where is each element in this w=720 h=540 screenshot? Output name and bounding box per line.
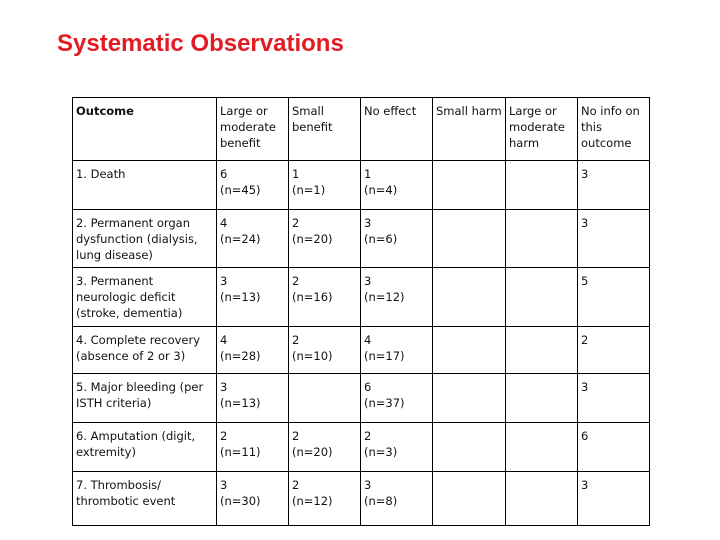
sample-size: (n=30) xyxy=(220,494,261,508)
sample-size: (n=13) xyxy=(220,290,261,304)
sample-size: (n=45) xyxy=(220,183,261,197)
large-benefit-cell xyxy=(217,161,289,210)
study-count: 4 xyxy=(220,333,228,347)
sample-size: (n=20) xyxy=(292,232,333,246)
outcome-cell: 4. Complete recovery (absence of 2 or 3) xyxy=(73,327,217,374)
large-benefit-cell xyxy=(217,210,289,268)
small-harm-cell xyxy=(433,472,506,526)
sample-size: (n=3) xyxy=(364,445,398,459)
no-info-cell: 5 xyxy=(578,268,650,327)
header-large-harm: Large or moderate harm xyxy=(506,98,578,161)
outcome-cell: 1. Death xyxy=(73,161,217,210)
page-title: Systematic Observations xyxy=(57,30,344,57)
study-count: 3 xyxy=(364,274,372,288)
study-count: 2 xyxy=(292,274,300,288)
sample-size: (n=17) xyxy=(364,349,405,363)
small-benefit-cell xyxy=(289,472,361,526)
large-harm-cell xyxy=(506,472,578,526)
study-count: 3 xyxy=(364,478,372,492)
sample-size: (n=37) xyxy=(364,396,405,410)
no-effect-cell xyxy=(361,327,433,374)
small-harm-cell xyxy=(433,423,506,472)
study-count: 2 xyxy=(292,333,300,347)
sample-size: (n=10) xyxy=(292,349,333,363)
study-count: 3 xyxy=(364,216,372,230)
table-row xyxy=(73,161,650,210)
table-row xyxy=(73,472,650,526)
no-effect-cell xyxy=(361,472,433,526)
outcome-cell: 6. Amputation (digit, extremity) xyxy=(73,423,217,472)
sample-size: (n=4) xyxy=(364,183,398,197)
sample-size: (n=20) xyxy=(292,445,333,459)
small-harm-cell xyxy=(433,210,506,268)
no-info-cell: 3 xyxy=(578,210,650,268)
observations-table xyxy=(72,97,650,526)
sample-size: (n=28) xyxy=(220,349,261,363)
small-benefit-cell xyxy=(289,161,361,210)
large-harm-cell xyxy=(506,423,578,472)
table-row xyxy=(73,423,650,472)
no-info-cell: 3 xyxy=(578,472,650,526)
small-harm-cell xyxy=(433,327,506,374)
sample-size: (n=6) xyxy=(364,232,398,246)
sample-size: (n=13) xyxy=(220,396,261,410)
no-effect-cell xyxy=(361,423,433,472)
large-harm-cell xyxy=(506,161,578,210)
small-benefit-cell xyxy=(289,268,361,327)
no-info-cell: 6 xyxy=(578,423,650,472)
table-row xyxy=(73,327,650,374)
sample-size: (n=8) xyxy=(364,494,398,508)
header-no-effect: No effect xyxy=(361,98,433,161)
large-harm-cell xyxy=(506,374,578,423)
study-count: 3 xyxy=(220,274,228,288)
table-row xyxy=(73,210,650,268)
header-small-harm: Small harm xyxy=(433,98,506,161)
small-harm-cell xyxy=(433,374,506,423)
table-row xyxy=(73,268,650,327)
header-large-benefit: Large or moderate benefit xyxy=(217,98,289,161)
small-benefit-cell xyxy=(289,423,361,472)
outcome-cell: 2. Permanent organ dysfunction (dialysis, lung disease) xyxy=(73,210,217,268)
study-count: 2 xyxy=(292,429,300,443)
study-count: 6 xyxy=(220,167,228,181)
outcome-cell: 7. Thrombosis/ thrombotic event xyxy=(73,472,217,526)
large-harm-cell xyxy=(506,268,578,327)
sample-size: (n=16) xyxy=(292,290,333,304)
study-count: 2 xyxy=(292,216,300,230)
header-small-benefit: Small benefit xyxy=(289,98,361,161)
no-effect-cell xyxy=(361,210,433,268)
small-harm-cell xyxy=(433,161,506,210)
sample-size: (n=11) xyxy=(220,445,261,459)
large-benefit-cell xyxy=(217,423,289,472)
large-benefit-cell xyxy=(217,268,289,327)
sample-size: (n=1) xyxy=(292,183,326,197)
header-row xyxy=(73,98,650,161)
study-count: 1 xyxy=(364,167,372,181)
study-count: 3 xyxy=(220,380,228,394)
large-benefit-cell xyxy=(217,327,289,374)
header-outcome: Outcome xyxy=(73,98,217,161)
header-no-info: No info on this outcome xyxy=(578,98,650,161)
large-benefit-cell xyxy=(217,472,289,526)
large-harm-cell xyxy=(506,210,578,268)
outcome-cell: 3. Permanent neurologic deficit (stroke, dementia) xyxy=(73,268,217,327)
study-count: 2 xyxy=(220,429,228,443)
small-benefit-cell xyxy=(289,327,361,374)
large-harm-cell xyxy=(506,327,578,374)
sample-size: (n=12) xyxy=(292,494,333,508)
small-harm-cell xyxy=(433,268,506,327)
no-effect-cell xyxy=(361,374,433,423)
sample-size: (n=24) xyxy=(220,232,261,246)
no-effect-cell xyxy=(361,268,433,327)
study-count: 2 xyxy=(364,429,372,443)
small-benefit-cell xyxy=(289,210,361,268)
no-info-cell: 3 xyxy=(578,374,650,423)
study-count: 3 xyxy=(220,478,228,492)
sample-size: (n=12) xyxy=(364,290,405,304)
large-benefit-cell xyxy=(217,374,289,423)
outcome-cell: 5. Major bleeding (per ISTH criteria) xyxy=(73,374,217,423)
study-count: 2 xyxy=(292,478,300,492)
no-info-cell: 2 xyxy=(578,327,650,374)
small-benefit-cell xyxy=(289,374,361,423)
study-count: 1 xyxy=(292,167,300,181)
study-count: 4 xyxy=(220,216,228,230)
no-info-cell: 3 xyxy=(578,161,650,210)
study-count: 6 xyxy=(364,380,372,394)
no-effect-cell xyxy=(361,161,433,210)
study-count: 4 xyxy=(364,333,372,347)
table-row xyxy=(73,374,650,423)
